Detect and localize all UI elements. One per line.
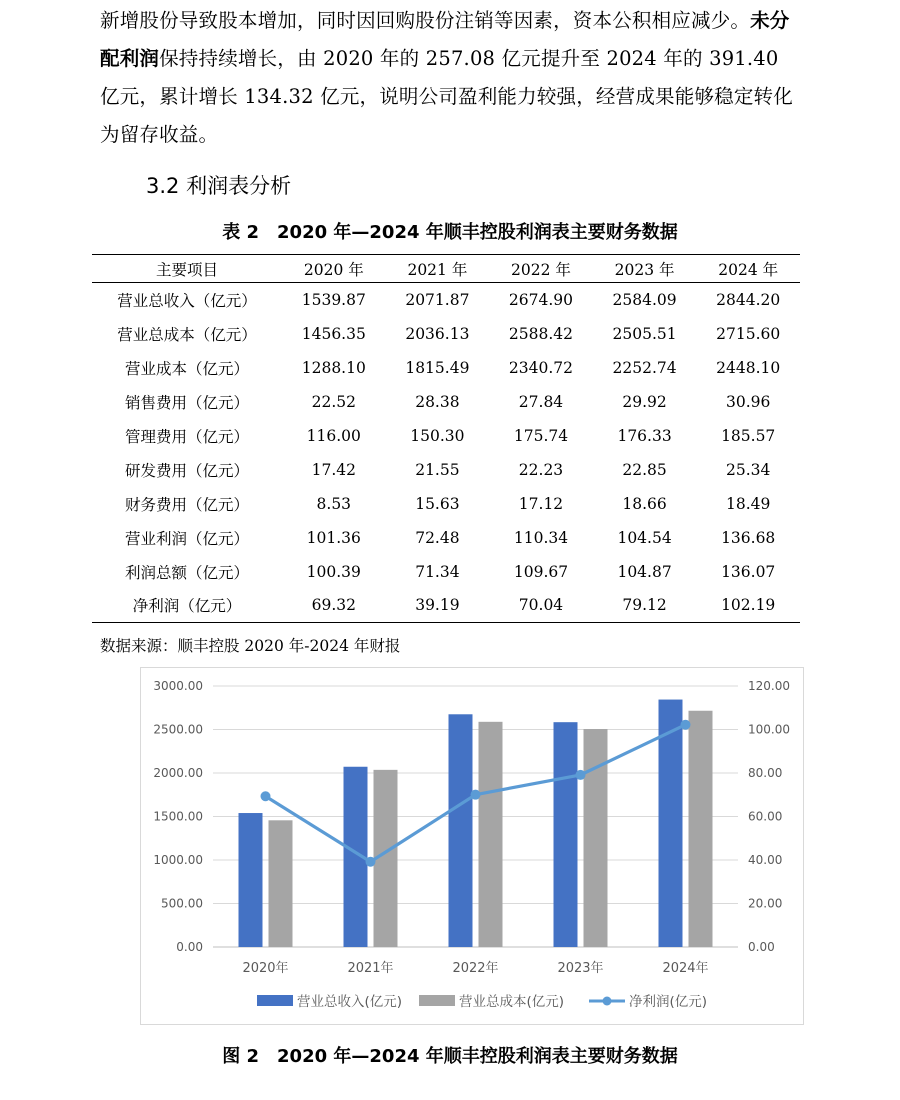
legend-label: 净利润(亿元) (629, 994, 708, 1010)
bar-cost (269, 820, 293, 947)
value-cell: 29.92 (622, 392, 667, 411)
table-header-row (92, 255, 800, 283)
value-cell: 28.38 (415, 392, 460, 411)
value-cell: 18.49 (726, 494, 771, 513)
table-row (92, 589, 800, 623)
chart-container (140, 667, 804, 1025)
right-axis-tick-label: 120.00 (748, 679, 790, 693)
value-cell: 116.00 (306, 426, 361, 445)
value-cell: 8.53 (316, 494, 352, 513)
legend-swatch-revenue (257, 995, 293, 1006)
value-cell: 69.32 (311, 596, 356, 615)
x-axis-category-label: 2024年 (662, 961, 709, 976)
row-label-cell: 净利润（亿元） (132, 597, 242, 616)
table-row (92, 419, 800, 453)
value-cell: 100.39 (306, 562, 361, 581)
table-row (92, 283, 800, 317)
row-label-cell: 财务费用（亿元） (124, 495, 249, 514)
table-row (92, 317, 800, 351)
row-label-cell: 利润总额（亿元） (124, 563, 249, 582)
table-row (92, 385, 800, 419)
value-cell: 1539.87 (301, 290, 366, 309)
value-cell: 70.04 (518, 596, 564, 615)
value-cell: 136.07 (721, 562, 776, 581)
value-cell: 175.74 (513, 426, 569, 445)
x-axis-category-label: 2021年 (347, 961, 394, 976)
header-cell: 2021 年 (407, 260, 468, 279)
value-cell: 2715.60 (716, 324, 781, 343)
financial-table-wrap (92, 254, 800, 623)
table-row (92, 521, 800, 555)
section-heading: 3.2 利润表分析 (146, 174, 292, 198)
value-cell: 1456.35 (301, 324, 366, 343)
value-cell: 185.57 (721, 426, 776, 445)
value-cell: 2071.87 (405, 290, 470, 309)
value-cell: 2844.20 (716, 290, 781, 309)
value-cell: 104.87 (617, 562, 672, 581)
row-label-cell: 营业利润（亿元） (124, 529, 249, 548)
value-cell: 22.85 (622, 460, 667, 479)
net-profit-point (681, 720, 691, 730)
net-profit-point (366, 857, 376, 867)
row-label-cell: 销售费用（亿元） (124, 393, 249, 412)
value-cell: 30.96 (726, 392, 771, 411)
row-label-cell: 营业总成本（亿元） (117, 325, 257, 344)
value-cell: 2674.90 (508, 290, 574, 309)
value-cell: 22.23 (518, 460, 564, 479)
value-cell: 18.66 (622, 494, 667, 513)
value-cell: 1815.49 (405, 358, 470, 377)
value-cell: 2036.13 (405, 324, 470, 343)
legend-label: 营业总收入(亿元) (297, 994, 403, 1010)
paragraph-text-2: 保持持续增长，由 2020 年的 257.08 亿元提升至 2024 年的 391.40 亿元，累计增长 134.32 亿元，说明公司盈利能力较强，经营成果能够稳定转化为留存收益。 (100, 47, 793, 146)
row-label-cell: 营业成本（亿元） (124, 359, 249, 378)
table-caption-label: 表 2 (222, 222, 260, 243)
value-cell: 2252.74 (612, 358, 677, 377)
value-cell: 176.33 (617, 426, 672, 445)
header-cell: 主要项目 (155, 260, 218, 279)
left-axis-tick-label: 2500.00 (153, 722, 203, 737)
net-profit-point (261, 791, 271, 801)
left-axis-tick-label: 1000.00 (153, 853, 203, 867)
value-cell: 2340.72 (508, 358, 574, 377)
x-axis-category-label: 2022年 (452, 961, 499, 976)
net-profit-point (576, 770, 586, 780)
table-row (92, 487, 800, 521)
value-cell: 101.36 (306, 528, 361, 547)
paragraph-bold-term: 未分配利润 (100, 9, 790, 70)
row-label-cell: 营业总收入（亿元） (117, 291, 257, 310)
table-row (92, 453, 800, 487)
financial-table (92, 254, 800, 623)
data-source-note: 数据来源：顺丰控股 2020 年-2024 年财报 (100, 637, 401, 655)
body-paragraph (100, 2, 800, 154)
value-cell: 72.48 (415, 528, 460, 547)
net-profit-point (471, 790, 481, 800)
legend-swatch-marker (603, 997, 612, 1006)
value-cell: 110.34 (513, 528, 569, 547)
value-cell: 25.34 (726, 460, 771, 479)
value-cell: 2584.09 (612, 290, 677, 309)
left-axis-tick-label: 500.00 (161, 896, 203, 911)
value-cell: 102.19 (721, 596, 776, 615)
bar-cost (689, 711, 713, 947)
left-axis-tick-label: 2000.00 (153, 766, 203, 780)
value-cell: 2505.51 (612, 324, 677, 343)
table-caption-title: 2020 年—2024 年顺丰控股利润表主要财务数据 (277, 222, 678, 243)
right-axis-tick-label: 60.00 (748, 809, 783, 824)
header-cell: 2023 年 (614, 260, 675, 279)
value-cell: 27.84 (518, 392, 564, 411)
row-label-cell: 研发费用（亿元） (124, 461, 249, 480)
paragraph-text-1: 新增股份导致股本增加，同时因回购股份注销等因素，资本公积相应减少。 (100, 9, 751, 32)
figure-caption-label: 图 2 (222, 1046, 260, 1067)
figure-caption-title: 2020 年—2024 年顺丰控股利润表主要财务数据 (277, 1046, 678, 1067)
table-caption (0, 218, 900, 244)
value-cell: 17.12 (518, 494, 564, 513)
header-cell: 2022 年 (511, 260, 571, 279)
figure-caption (0, 1042, 900, 1068)
value-cell: 2448.10 (716, 358, 781, 377)
value-cell: 1288.10 (301, 358, 366, 377)
bar-cost (479, 722, 503, 947)
table-row (92, 555, 800, 589)
right-axis-tick-label: 20.00 (748, 896, 783, 911)
right-axis-tick-label: 100.00 (748, 722, 790, 737)
value-cell: 136.68 (721, 528, 776, 547)
left-axis-tick-label: 3000.00 (153, 679, 203, 693)
header-cell: 2024 年 (718, 260, 779, 279)
right-axis-tick-label: 40.00 (748, 853, 783, 867)
bar-revenue (449, 714, 473, 947)
left-axis-tick-label: 1500.00 (153, 809, 203, 824)
header-cell: 2020 年 (303, 260, 364, 279)
left-axis-tick-label: 0.00 (176, 940, 203, 954)
value-cell: 17.42 (311, 460, 356, 479)
bar-cost (584, 729, 608, 947)
table-row (92, 351, 800, 385)
value-cell: 2588.42 (508, 324, 574, 343)
bar-revenue (239, 813, 263, 947)
x-axis-category-label: 2020年 (242, 961, 289, 976)
legend-swatch-cost (419, 995, 455, 1006)
right-axis-tick-label: 0.00 (748, 940, 775, 954)
value-cell: 39.19 (415, 596, 460, 615)
row-label-cell: 管理费用（亿元） (124, 427, 249, 446)
value-cell: 150.30 (410, 426, 465, 445)
bar-revenue (554, 722, 578, 947)
value-cell: 21.55 (415, 460, 460, 479)
value-cell: 15.63 (415, 494, 460, 513)
value-cell: 22.52 (311, 392, 356, 411)
value-cell: 109.67 (513, 562, 569, 581)
legend-label: 营业总成本(亿元) (459, 994, 565, 1010)
x-axis-category-label: 2023年 (557, 961, 604, 976)
value-cell: 104.54 (617, 528, 672, 547)
value-cell: 79.12 (622, 596, 667, 615)
combo-chart (141, 668, 803, 1024)
right-axis-tick-label: 80.00 (748, 766, 783, 780)
value-cell: 71.34 (415, 562, 460, 581)
